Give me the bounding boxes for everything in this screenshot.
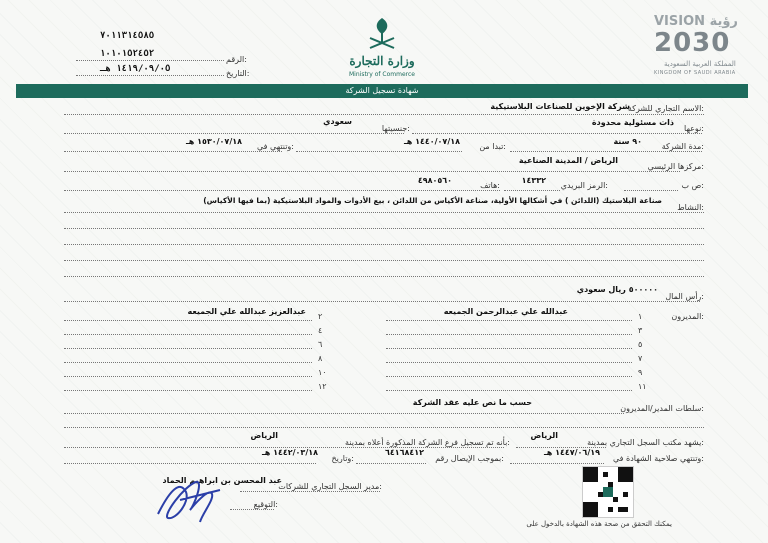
vision-year: 2030	[654, 28, 731, 58]
number-label: الرقم:	[226, 55, 247, 64]
start-label: تبدا من:	[479, 142, 506, 151]
capital-label: رأس المال:	[665, 292, 704, 301]
slot-8: ٨	[318, 354, 323, 363]
signature	[150, 470, 230, 530]
banner-title: شهادة تسجيل الشركة	[345, 86, 419, 95]
reference-number: ١٠١٠١٥٢٤٥٢	[100, 49, 155, 59]
ministry-name-ar: وزارة التجارة	[349, 54, 415, 68]
capital: ٥٠٠٠٠٠ ريال سعودي	[576, 285, 658, 294]
manager-2: عبدالعزيز عبدالله علي الجميعه	[187, 307, 306, 316]
qr-code[interactable]	[582, 466, 634, 518]
end-date: ١٥٣٠/٠٧/١٨ هـ	[186, 137, 242, 146]
slot-2: ٢	[318, 312, 323, 321]
postal-code: ١٤٣٣٢	[521, 176, 546, 185]
hq-label: مركزها الرئيسي:	[647, 162, 704, 171]
slot-9: ٩	[638, 368, 643, 377]
end-label: وتنتهي في:	[256, 142, 294, 151]
validity-date: ١٤٤٧/٠٦/١٩ هـ	[544, 448, 600, 457]
slot-10: ١٠	[318, 368, 327, 377]
authority-label: سلطات المدير/المديرون:	[620, 404, 704, 413]
certify-prefix: يشهد مكتب السجل التجاري بمدينة:	[587, 438, 704, 447]
registrar-name: عبد المحسن بن ابراهيم الحماد	[162, 476, 282, 485]
phone-label: هاتف:	[480, 181, 500, 190]
signature-label: التوقيع:	[253, 500, 278, 509]
slot-5: ٥	[638, 340, 643, 349]
certify-city: الرياض	[530, 431, 558, 440]
postal-label: الرمز البريدي:	[560, 181, 608, 190]
reference-date: ١٤١٩/٠٩/٠٥ هـ	[100, 64, 171, 74]
slot-6: ٦	[318, 340, 323, 349]
slot-1: ١	[638, 312, 643, 321]
company-name-label: الاسم التجاري للشركة:	[627, 104, 704, 113]
activity: صناعة البلاستيك (اللدائن ) في أشكالها الأولية، صناعة الأكياس من اللدائن ، بيع الأدوات والمواد البلاستيكية (بما فيها الأكياس)	[203, 196, 662, 205]
certificate-banner	[16, 84, 748, 98]
pobox-label: ص ب:	[681, 181, 704, 190]
slot-4: ٤	[318, 326, 323, 335]
verification-note: يمكنك التحقق من صحة هذه الشهادة بالدخول على	[526, 520, 672, 528]
company-name: شركة الإخوين للصناعات البلاستيكية	[490, 102, 630, 111]
start-date: ١٤٤٠/٠٧/١٨ هـ	[404, 137, 460, 146]
company-type: ذات مسئولية محدودة	[591, 118, 674, 127]
authority: حسب ما نص عليه عقد الشركة	[412, 398, 532, 407]
managers-label: المديرون:	[671, 312, 704, 321]
ministry-name-en: Ministry of Commerce	[349, 71, 415, 78]
vision-title: VISION رؤية	[654, 14, 738, 29]
nationality: سعودي	[323, 117, 352, 126]
slot-7: ٧	[638, 354, 643, 363]
date-label: التاريخ:	[226, 69, 250, 78]
type-label: نوعها:	[684, 124, 704, 133]
ministry-emblem	[362, 14, 402, 54]
branch-city: الرياض	[250, 431, 278, 440]
phone: ٤٩٨٠٥٦٠	[417, 176, 452, 185]
receipt-number: ٦٤١٦٨٤١٢	[384, 448, 424, 457]
nationality-label: جنسيتها:	[381, 124, 410, 133]
vision-country-en: KINGDOM OF SAUDI ARABIA	[654, 70, 736, 76]
receipt-label: بموجب الإيصال رقم:	[435, 454, 504, 463]
registry-number: ٧٠١١٣١٤٥٨٥	[100, 31, 155, 41]
activity-label: النشاط:	[677, 203, 704, 212]
manager-1: عبدالله علي عبدالرحمن الجميعه	[443, 307, 568, 316]
certify-suffix: بأنه تم تسجيل فرع الشركة المذكورة أعلاه بمدينة:	[345, 438, 510, 447]
receipt-date: ١٤٤٢/٠٣/١٨ هـ	[262, 448, 318, 457]
registrar-label: مدير السجل التجاري للشركات:	[278, 482, 382, 491]
vision-country-ar: المملكة العربية السعودية	[664, 60, 736, 68]
duration: ٩٠ سنة	[613, 137, 642, 146]
slot-11: ١١	[638, 382, 647, 391]
headquarters: الرياض / المدينة الصناعية	[518, 156, 618, 165]
slot-3: ٣	[638, 326, 643, 335]
duration-label: مدة الشركة:	[661, 142, 704, 151]
receipt-date-label: وتاريخ:	[331, 454, 354, 463]
slot-12: ١٢	[318, 382, 327, 391]
validity-label: وتنتهي صلاحية الشهادة في:	[613, 454, 704, 463]
